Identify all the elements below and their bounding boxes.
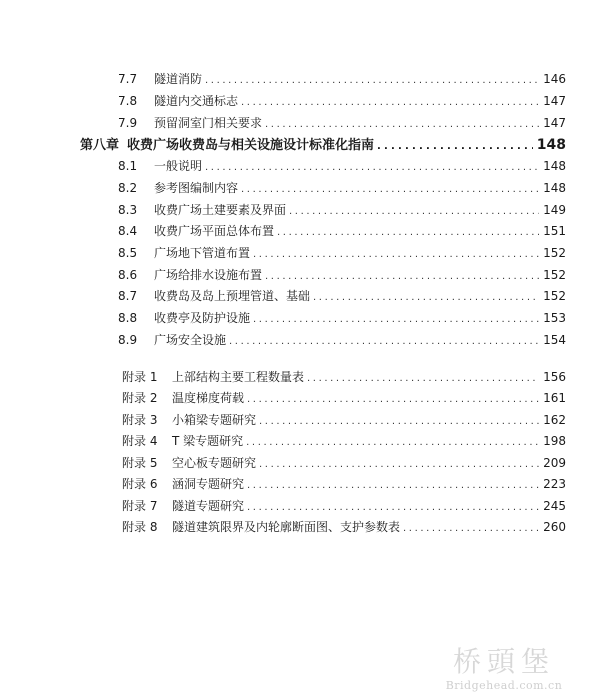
section-number: 8.6 [118,268,138,282]
appendix-number: 附录 8 [122,520,158,534]
page-number: 162 [543,413,566,427]
chapter-number: 第八章 [80,138,120,153]
toc-entry-8-7[interactable] [0,287,590,305]
toc-entry-7-8[interactable] [0,92,590,110]
dot-leader [253,246,539,264]
appendix-title: 涵洞专题研究 [172,477,245,491]
page-number: 148 [543,181,566,195]
appendix-title: T 梁专题研究 [172,434,244,448]
section-title: 广场安全设施 [154,333,227,347]
toc-appendix-4[interactable] [0,432,590,450]
appendix-number: 附录 1 [122,370,158,384]
page-number: 260 [543,520,566,534]
appendix-title: 上部结构主要工程数量表 [172,370,305,384]
toc-entry-8-2[interactable] [0,179,590,197]
page-number: 148 [536,137,566,153]
section-title: 一般说明 [154,159,203,173]
page-number: 152 [543,246,566,260]
section-number: 7.9 [118,116,138,130]
appendix-number: 附录 2 [122,391,158,405]
toc-appendix-7[interactable] [0,497,590,515]
appendix-title: 小箱梁专题研究 [172,413,257,427]
page-number: 198 [543,434,566,448]
appendix-title: 隧道专题研究 [172,499,245,513]
toc-entry-7-7[interactable] [0,70,590,88]
section-title: 参考图编制内容 [154,181,239,195]
toc-appendix-3[interactable] [0,411,590,429]
toc-entry-8-4[interactable] [0,222,590,240]
dot-leader [377,138,533,156]
section-number: 7.8 [118,94,138,108]
dot-leader [265,268,539,286]
appendix-number: 附录 7 [122,499,158,513]
page-number: 152 [543,289,566,303]
dot-leader [265,116,539,134]
appendix-title: 隧道建筑限界及内轮廓断面图、支护参数表 [172,520,401,534]
section-title: 隧道内交通标志 [154,94,239,108]
section-title: 收费广场土建要素及界面 [154,203,287,217]
appendix-number: 附录 3 [122,413,158,427]
page-number: 209 [543,456,566,470]
watermark-logo: 桥頭堡 [452,645,555,678]
dot-leader [253,311,539,329]
dot-leader [247,477,539,495]
page-number: 153 [543,311,566,325]
dot-leader [229,333,539,351]
page-number: 161 [543,391,566,405]
page-number: 148 [543,159,566,173]
toc-appendix-5[interactable] [0,454,590,472]
appendix-number: 附录 5 [122,456,158,470]
section-title: 收费广场平面总体布置 [154,224,275,238]
page-number: 245 [543,499,566,513]
chapter-title: 收费广场收费岛与相关设施设计标准化指南 [127,138,375,153]
section-number: 8.7 [118,289,138,303]
page-number: 146 [543,72,566,86]
watermark-url: Bridgehead.com.cn [445,679,563,692]
dot-leader [205,159,539,177]
dot-leader [313,289,539,307]
section-title: 收费亭及防护设施 [154,311,251,325]
dot-leader [259,413,539,431]
toc-entry-8-3[interactable] [0,201,590,219]
dot-leader [307,370,539,388]
dot-leader [259,456,539,474]
dot-leader [241,94,539,112]
toc-appendix-1[interactable] [0,368,590,386]
appendix-title: 温度梯度荷载 [172,391,245,405]
page-number: 149 [543,203,566,217]
toc-entry-8-9[interactable] [0,331,590,349]
appendix-title: 空心板专题研究 [172,456,257,470]
toc-appendix-2[interactable] [0,389,590,407]
section-number: 8.5 [118,246,138,260]
page-number: 152 [543,268,566,282]
toc-entry-8-8[interactable] [0,309,590,327]
toc-entry-8-6[interactable] [0,266,590,284]
section-number: 7.7 [118,72,138,86]
appendix-number: 附录 6 [122,477,158,491]
appendix-number: 附录 4 [122,434,158,448]
toc-entry-8-5[interactable] [0,244,590,262]
dot-leader [241,181,539,199]
section-number: 8.9 [118,333,138,347]
dot-leader [247,391,539,409]
page-number: 151 [543,224,566,238]
toc-chapter-8[interactable] [0,136,590,154]
dot-leader [205,72,539,90]
toc-appendix-6[interactable] [0,475,590,493]
dot-leader [289,203,539,221]
page-number: 147 [543,116,566,130]
section-title: 收费岛及岛上预埋管道、基础 [154,289,311,303]
page-number: 147 [543,94,566,108]
section-title: 预留洞室门相关要求 [154,116,263,130]
dot-leader [246,434,539,452]
section-number: 8.1 [118,159,138,173]
dot-leader [277,224,539,242]
section-title: 广场给排水设施布置 [154,268,263,282]
page-number: 223 [543,477,566,491]
section-title: 广场地下管道布置 [154,246,251,260]
dot-leader [403,520,539,538]
dot-leader [247,499,539,517]
section-number: 8.2 [118,181,138,195]
page-number: 154 [543,333,566,347]
section-number: 8.3 [118,203,138,217]
watermark [444,645,564,692]
toc-entry-8-1[interactable] [0,157,590,175]
page-number: 156 [543,370,566,384]
section-title: 隧道消防 [154,72,203,86]
section-number: 8.8 [118,311,138,325]
toc-appendix-8[interactable] [0,518,590,536]
section-number: 8.4 [118,224,138,238]
toc-entry-7-9[interactable] [0,114,590,132]
